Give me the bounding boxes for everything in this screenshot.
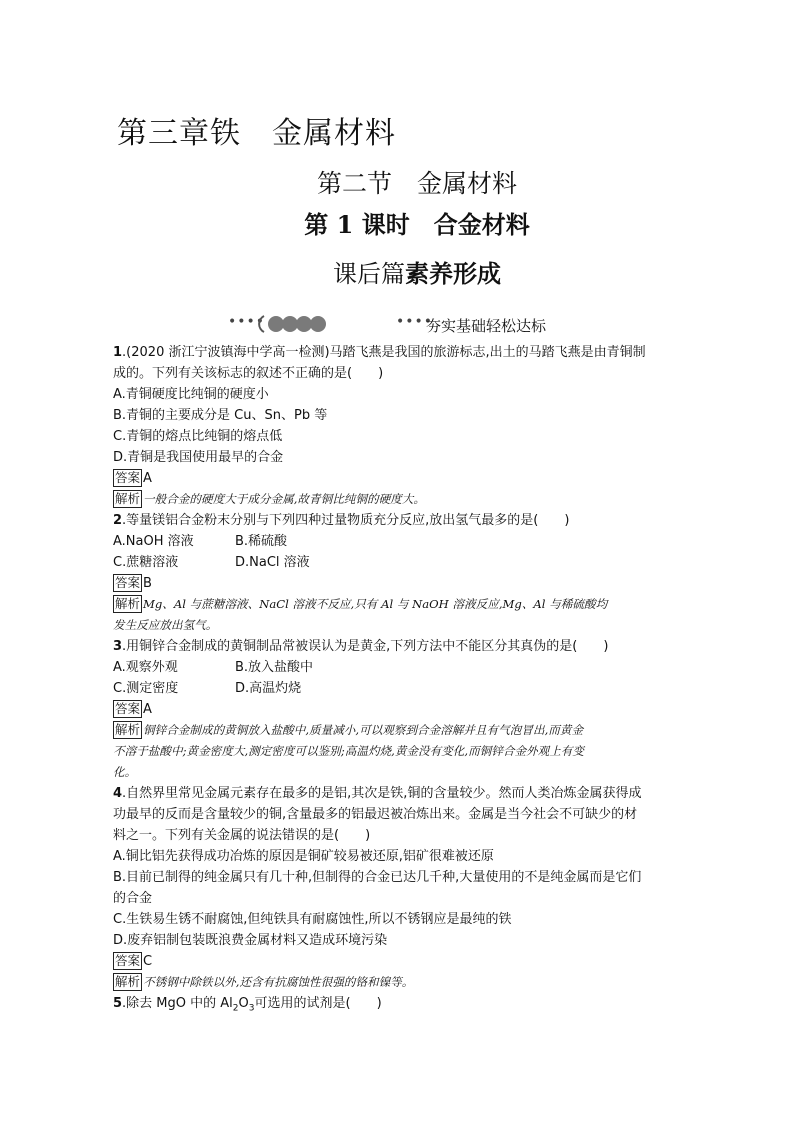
question-stem-c: 可选用的试剂是( ) xyxy=(254,996,382,1011)
option-d: D.青铜是我国使用最早的合金 xyxy=(113,450,284,465)
question-2 xyxy=(113,510,688,636)
question-number: 3 xyxy=(113,639,123,654)
question-stem: 成的。下列有关该标志的叙述不正确的是( ) xyxy=(113,366,384,381)
chapter-title: 第三章铁 金属材料 xyxy=(117,116,396,151)
explanation-row xyxy=(113,720,688,741)
answer-row xyxy=(113,573,688,594)
explanation-text: 化。 xyxy=(113,765,137,779)
explanation-text: 不溶于盐酸中;黄金密度大,测定密度可以鉴别;高温灼烧,黄金没有变化,而铜锌合金外观上有变 xyxy=(113,744,585,758)
after-class-title-b: 素养形成 xyxy=(405,260,501,288)
explanation-tag: 解析 xyxy=(115,974,141,989)
option-b: B.青铜的主要成分是 Cu、Sn、Pb 等 xyxy=(113,408,328,423)
question-1 xyxy=(113,342,688,510)
explanation-row xyxy=(113,594,688,615)
question-stem: .(2020 浙江宁波镇海中学高一检测)马踏飞燕是我国的旅游标志,出土的马踏飞燕是由青铜制 xyxy=(122,345,646,360)
explanation-tag: 解析 xyxy=(115,722,141,737)
explanation-text: 不锈钢中除铁以外,还含有抗腐蚀性很强的铬和镍等。 xyxy=(143,975,414,989)
answer-tag: 答案 xyxy=(115,575,141,590)
option-b: B.稀硫酸 xyxy=(235,534,288,549)
question-stem: .自然界里常见金属元素存在最多的是铝,其次是铁,铜的含量较少。然而人类冶炼金属获得成 xyxy=(122,786,642,801)
lesson-title: 第 1 课时 合金材料 xyxy=(304,210,530,239)
question-stem-b: O xyxy=(238,996,249,1011)
banner-label: 夯实基础轻松达标 xyxy=(426,317,547,335)
banner-dots-right: •••• xyxy=(396,314,434,330)
answer-tag: 答案 xyxy=(115,953,141,968)
explanation-tag: 解析 xyxy=(115,596,141,611)
option-d: D.NaCl 溶液 xyxy=(235,555,310,570)
option-a: A.青铜硬度比纯铜的硬度小 xyxy=(113,387,269,402)
explanation-row xyxy=(113,489,688,510)
option-a: A.NaOH 溶液 xyxy=(113,534,194,549)
after-class-title-a: 课后篇 xyxy=(333,260,405,288)
option-b: B.目前已制得的纯金属只有几十种,但制得的合金已达几千种,大量使用的不是纯金属而是它们 xyxy=(113,870,642,885)
banner-circles-icon xyxy=(256,314,336,338)
question-stem: .等量镁铝合金粉末分别与下列四种过量物质充分反应,放出氢气最多的是( ) xyxy=(122,513,570,528)
explanation-row xyxy=(113,972,688,993)
answer-tag: 答案 xyxy=(115,470,141,485)
option-b: B.放入盐酸中 xyxy=(235,660,314,675)
questions-content xyxy=(113,342,688,1014)
explanation-tag: 解析 xyxy=(115,491,141,506)
answer-row xyxy=(113,951,688,972)
answer-value: C xyxy=(143,954,153,969)
explanation-text: 一般合金的硬度大于成分金属,故青铜比纯铜的硬度大。 xyxy=(143,492,425,506)
option-c: C.蔗糖溶液 xyxy=(113,555,179,570)
question-number: 4 xyxy=(113,786,123,801)
question-4 xyxy=(113,783,688,993)
explanation-text: Mg、Al 与蔗糖溶液、NaCl 溶液不反应,只有 Al 与 NaOH 溶液反应,Mg、Al 与稀硫酸均 xyxy=(143,597,608,611)
answer-value: A xyxy=(143,702,152,717)
section-banner xyxy=(228,312,588,338)
question-number: 1 xyxy=(113,345,123,360)
subscript: 2 xyxy=(232,1003,239,1014)
answer-value: B xyxy=(143,576,152,591)
question-stem-a: .除去 MgO 中的 Al xyxy=(122,996,233,1011)
question-stem: 料之一。下列有关金属的说法错误的是( ) xyxy=(113,828,371,843)
option-a: A.铜比铝先获得成功冶炼的原因是铜矿较易被还原,铝矿很难被还原 xyxy=(113,849,494,864)
question-3 xyxy=(113,636,688,783)
option-a: A.观察外观 xyxy=(113,660,178,675)
option-c: C.生铁易生锈不耐腐蚀,但纯铁具有耐腐蚀性,所以不锈钢应是最纯的铁 xyxy=(113,912,512,927)
question-number: 5 xyxy=(113,996,123,1011)
answer-row xyxy=(113,699,688,720)
option-b-cont: 的合金 xyxy=(113,891,153,906)
answer-value: A xyxy=(143,471,152,486)
explanation-text: 铜锌合金制成的黄铜放入盐酸中,质量减小,可以观察到合金溶解并且有气泡冒出,而黄金 xyxy=(143,723,584,737)
subscript: 3 xyxy=(248,1003,255,1014)
after-class-title xyxy=(0,254,794,289)
section-title: 第二节 金属材料 xyxy=(316,169,517,198)
question-5 xyxy=(113,993,688,1014)
answer-row xyxy=(113,468,688,489)
question-stem: 功最早的反而是含量较少的铜,含量最多的铝最迟被冶炼出来。金属是当今社会不可缺少的材 xyxy=(113,807,638,822)
option-c: C.青铜的熔点比纯铜的熔点低 xyxy=(113,429,283,444)
question-stem: .用铜锌合金制成的黄铜制品常被误认为是黄金,下列方法中不能区分其真伪的是( ) xyxy=(122,639,609,654)
option-d: D.高温灼烧 xyxy=(235,681,302,696)
option-c: C.测定密度 xyxy=(113,681,179,696)
answer-tag: 答案 xyxy=(115,701,141,716)
question-number: 2 xyxy=(113,513,123,528)
option-d: D.废弃铝制包装既浪费金属材料又造成环境污染 xyxy=(113,933,388,948)
banner-dots-left: •••• xyxy=(228,314,266,330)
explanation-text: 发生反应放出氢气。 xyxy=(113,618,218,632)
